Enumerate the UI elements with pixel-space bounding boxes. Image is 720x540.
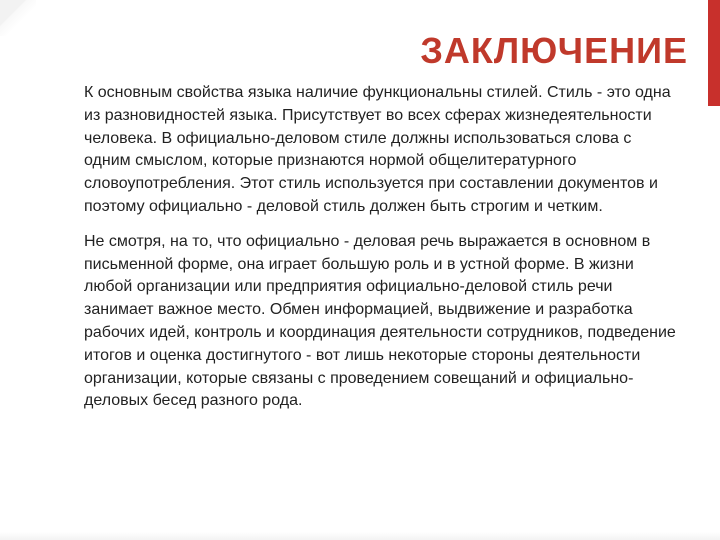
body-paragraph-1: К основным свойства языка наличие функциональны стилей. Стиль - это одна из разновидностей языка. Присутствует во всех сферах жизнедеятельности человека. В официально-деловом стиле должны использоваться слова с одним смыслом, которые признаются нормой общелитературного словоупотребления. Этот стиль используется при составлении документов и поэтому официально - деловой стиль должен быть строгим и четким. bbox=[84, 84, 671, 215]
slide-body bbox=[84, 82, 680, 425]
bottom-edge-shadow bbox=[0, 532, 720, 540]
slide-title: ЗАКЛЮЧЕНИЕ bbox=[420, 30, 688, 71]
corner-fold bbox=[0, 0, 26, 26]
body-paragraph-2: Не смотря, на то, что официально - деловая речь выражается в основном в письменной форме, она играет большую роль и в устной форме. В жизни любой организации или предприятия официально-деловой стиль речи занимает важное место. Обмен информацией, выдвижение и разработка рабочих идей, контроль и координация деятельности сотрудников, подведение итогов и оценка достигнутого - вот лишь некоторые стороны деятельности организации, которые связаны с проведением совещаний и официально-деловых бесед разного рода. bbox=[84, 232, 676, 410]
accent-bar bbox=[708, 0, 720, 106]
